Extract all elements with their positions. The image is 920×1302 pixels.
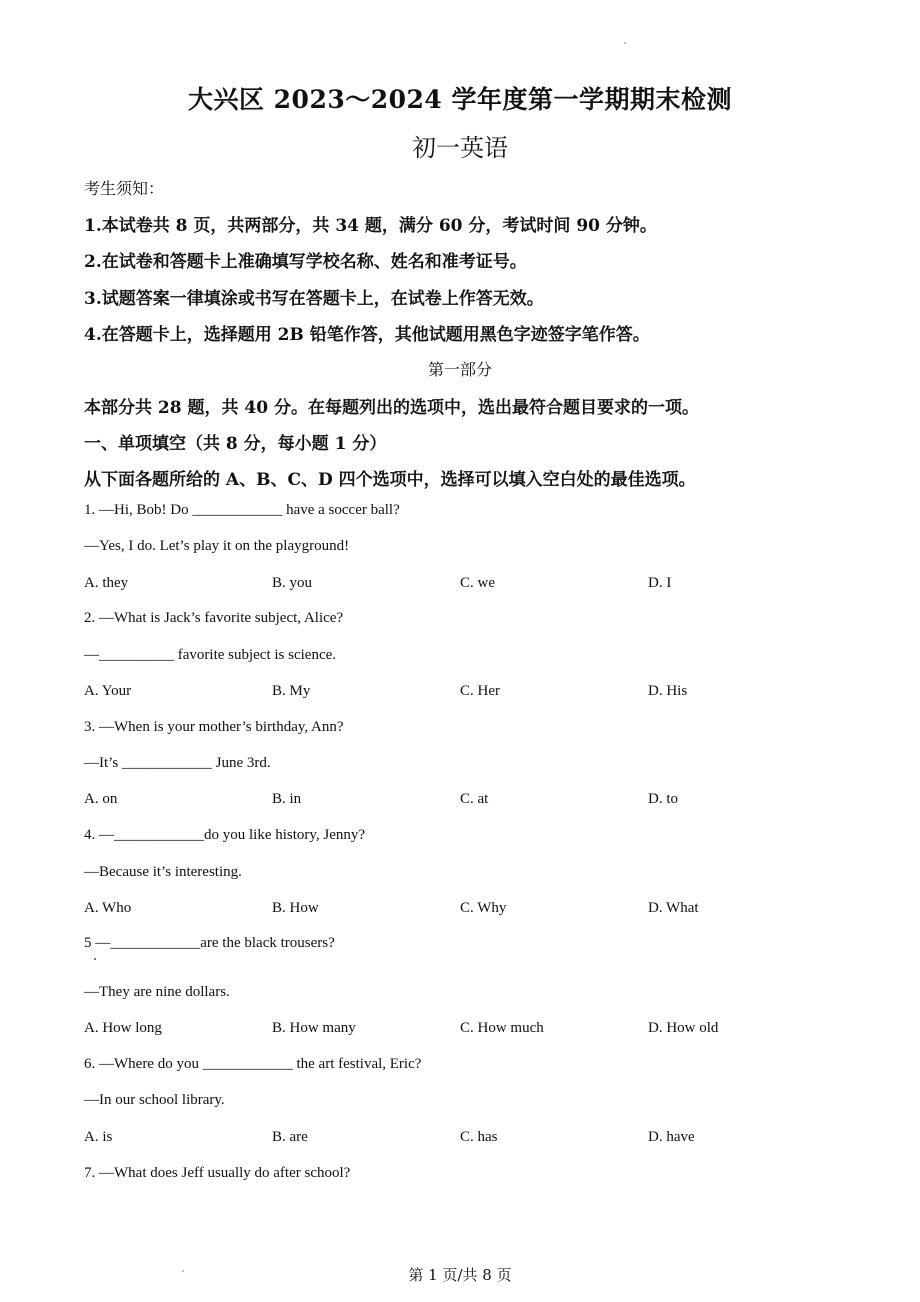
option-a: A. on <box>84 791 118 807</box>
option-b: B. in <box>272 791 302 807</box>
exam-title: 大兴区 2023～2024 学年度第一学期期末检测 <box>187 85 733 114</box>
option-d: D. How old <box>648 1020 719 1036</box>
option-b: B. My <box>272 683 311 699</box>
option-b: B. you <box>272 575 313 591</box>
option-c: C. Her <box>460 683 500 699</box>
exam-subtitle: 初一英语 <box>412 134 508 162</box>
question-reply: —Because it’s interesting. <box>84 864 242 880</box>
option-b: B. How <box>272 900 319 916</box>
option-c: C. at <box>460 791 489 807</box>
question-reply: —__________ favorite subject is science. <box>84 647 337 663</box>
part-heading: 第一部分 <box>427 360 492 379</box>
notice-item: 4.在答题卡上，选择题用 2B 铅笔作答，其他试题用黑色字迹签字笔作答。 <box>84 325 650 345</box>
notice-item: 2.在试卷和答题卡上准确填写学校名称、姓名和准考证号。 <box>84 252 527 272</box>
question-prompt: 6. —Where do you ____________ the art festival, Eric? <box>84 1056 422 1072</box>
notice-heading: 考生须知： <box>84 179 165 198</box>
notice-item: 1.本试卷共 8 页，共两部分，共 34 题，满分 60 分，考试时间 90 分钟。 <box>84 216 657 236</box>
option-d: D. to <box>648 791 678 807</box>
option-d: D. have <box>648 1129 695 1145</box>
question-prompt: 2. —What is Jack’s favorite subject, Alice? <box>84 610 344 626</box>
section-title: 一、单项填空（共 8 分，每小题 1 分） <box>84 434 387 454</box>
section-instruction: 从下面各题所给的 A、B、C、D 四个选项中，选择可以填入空白处的最佳选项。 <box>84 470 696 490</box>
question-reply: —In our school library. <box>84 1092 225 1108</box>
question-prompt: 5 —____________are the black trousers? <box>84 935 335 951</box>
page-number: 第 1 页/共 8 页 <box>408 1266 512 1284</box>
question-reply: —It’s ____________ June 3rd. <box>84 755 271 771</box>
option-b: B. are <box>272 1129 308 1145</box>
option-a: A. they <box>84 575 129 591</box>
option-d: D. I <box>648 575 672 591</box>
option-a: A. How long <box>84 1020 162 1036</box>
option-d: D. His <box>648 683 688 699</box>
question-prompt: 3. —When is your mother’s birthday, Ann? <box>84 719 344 735</box>
scan-speck <box>624 42 626 44</box>
question-reply: —They are nine dollars. <box>84 984 230 1000</box>
option-b: B. How many <box>272 1020 356 1036</box>
part-intro: 本部分共 28 题，共 40 分。在每题列出的选项中，选出最符合题目要求的一项。 <box>84 398 699 418</box>
option-a: A. Who <box>84 900 132 916</box>
question-reply: —Yes, I do. Let’s play it on the playground! <box>84 538 350 554</box>
option-a: A. Your <box>84 683 132 699</box>
question-prompt: 4. —____________do you like history, Jenny? <box>84 827 366 843</box>
option-d: D. What <box>648 900 699 916</box>
question-prompt: 7. —What does Jeff usually do after school? <box>84 1165 351 1181</box>
option-a: A. is <box>84 1129 113 1145</box>
question-prompt: 1. —Hi, Bob! Do ____________ have a soccer ball? <box>84 502 400 518</box>
option-c: C. we <box>460 575 495 591</box>
option-c: C. Why <box>460 900 507 916</box>
stray-dot <box>94 958 96 960</box>
option-c: C. How much <box>460 1020 544 1036</box>
option-c: C. has <box>460 1129 498 1145</box>
notice-item: 3.试题答案一律填涂或书写在答题卡上，在试卷上作答无效。 <box>84 289 544 309</box>
